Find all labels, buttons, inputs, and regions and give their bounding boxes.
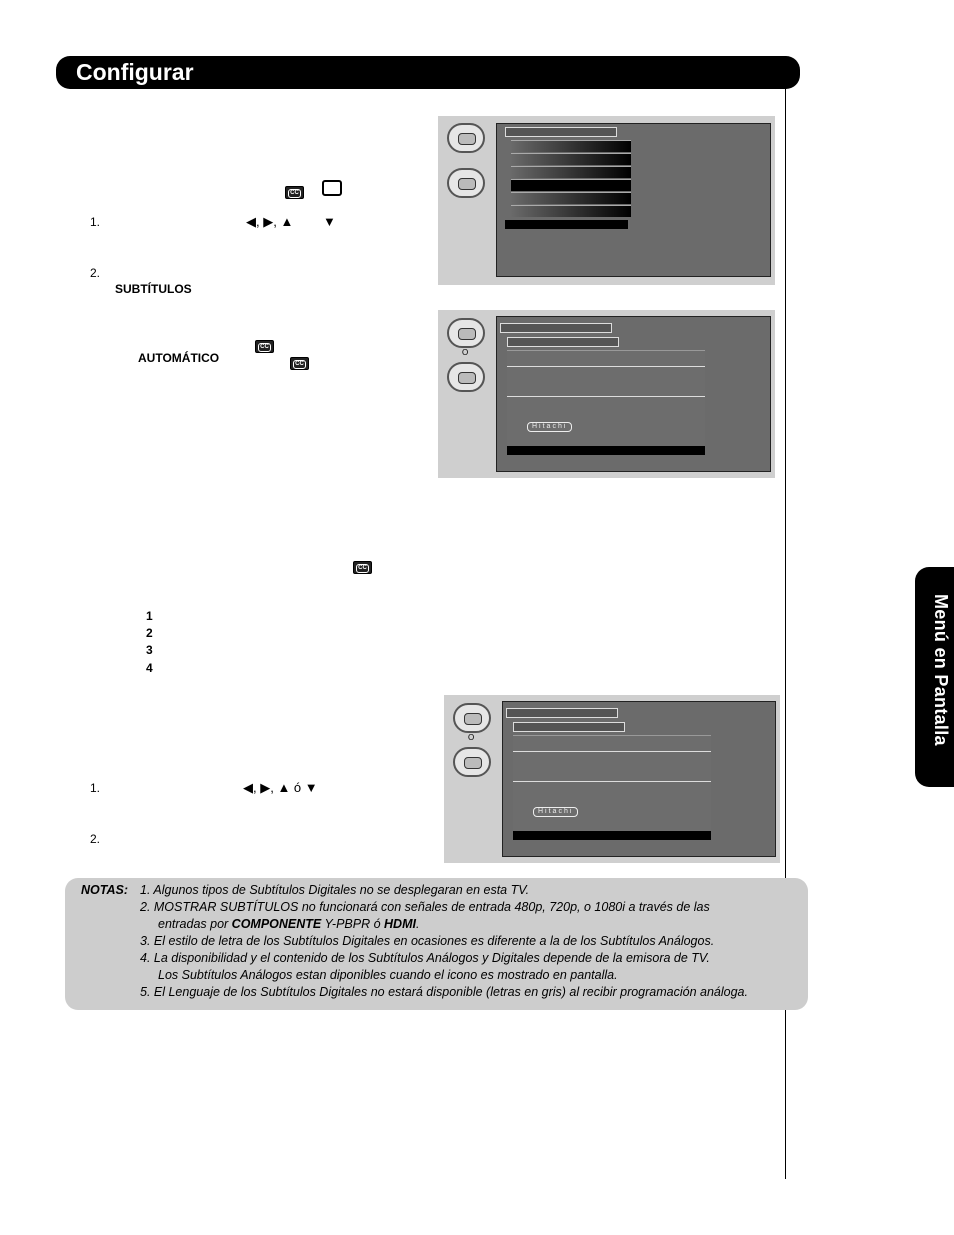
note-5: 5. El Lenguaje de los Subtítulos Digitales no estará disponible (letras en gris) al recibir programación análoga. xyxy=(140,985,748,999)
note-1: 1. Algunos tipos de Subtítulos Digitales no se desplegaran en esta TV. xyxy=(140,883,530,897)
note-2-cont: entradas por COMPONENTE Y-PBPR ó HDMI. xyxy=(158,917,420,931)
options-panel xyxy=(507,350,705,447)
submenu-dropdown xyxy=(507,337,619,347)
submenu-dropdown xyxy=(513,722,625,732)
note-4: 4. La disponibilidad y el contenido de los Subtítulos Análogos y Digitales depende de la emisora de TV. xyxy=(140,951,710,965)
or-text: O xyxy=(462,348,469,357)
menu-item xyxy=(511,153,631,165)
remote-menu-button xyxy=(447,123,485,153)
step1-arrows: ◀, ▶, ▲ xyxy=(246,214,294,229)
menu-status-bar xyxy=(513,831,711,840)
channel-4: 4 xyxy=(146,661,153,675)
tv-screen xyxy=(496,123,771,277)
tv-screen xyxy=(502,701,776,857)
menu-screenshot-2 xyxy=(438,310,775,478)
menu-screenshot-3 xyxy=(444,695,780,863)
subtitulos-label: SUBTÍTULOS xyxy=(115,282,192,296)
menu-item xyxy=(511,140,631,152)
menu-dropdown xyxy=(505,127,617,137)
note-2: 2. MOSTRAR SUBTÍTULOS no funcionará con señales de entrada 480p, 720p, o 1080i a través de las xyxy=(140,900,710,914)
hitachi-logo: Hitachi xyxy=(533,807,578,817)
menu-status-bar xyxy=(507,446,705,455)
channel-3: 3 xyxy=(146,643,153,657)
tv-screen-icon xyxy=(322,180,342,201)
menu-status-bar xyxy=(505,220,628,229)
remote-select-button xyxy=(447,168,485,198)
remote-select-button xyxy=(447,362,485,392)
cc-icon: CC xyxy=(290,352,309,370)
step1-down-arrow: ▼ xyxy=(323,214,336,229)
remote-menu-button xyxy=(447,318,485,348)
menu-item xyxy=(511,192,631,204)
hitachi-logo: Hitachi xyxy=(527,422,572,432)
step2-number: 2. xyxy=(90,266,101,280)
automatico-label: AUTOMÁTICO xyxy=(138,351,220,365)
menu-item xyxy=(511,205,631,217)
menu-item-selected xyxy=(511,179,631,191)
step1-arrows: ◀, ▶, ▲ ó ▼ xyxy=(243,780,318,795)
tv-screen xyxy=(496,316,771,472)
menu-dropdown xyxy=(506,708,618,718)
or-text: O xyxy=(468,733,475,742)
channel-2: 2 xyxy=(146,626,153,640)
cc-icon: CC xyxy=(353,556,372,574)
channel-1: 1 xyxy=(146,609,153,623)
step1-number: 1. xyxy=(90,781,101,795)
note-4-cont: Los Subtítulos Análogos estan diponibles cuando el icono es mostrado en pantalla. xyxy=(158,968,618,982)
side-tab-label: Menú en Pantalla xyxy=(931,594,951,746)
remote-select-button xyxy=(453,747,491,777)
remote-menu-button xyxy=(453,703,491,733)
menu-item xyxy=(511,166,631,178)
notes-label: NOTAS: xyxy=(81,883,128,897)
margin-divider xyxy=(785,89,786,1179)
step1-number: 1. xyxy=(90,215,101,229)
step2-number: 2. xyxy=(90,832,101,846)
menu-screenshot-1 xyxy=(438,116,775,285)
note-3: 3. El estilo de letra de los Subtítulos Digitales en ocasiones es diferente a la de los Subtítulos Análogos. xyxy=(140,934,715,948)
cc-icon: CC xyxy=(255,335,274,353)
page-title: Configurar xyxy=(76,59,194,85)
options-panel xyxy=(513,735,711,832)
cc-icon: CC xyxy=(285,181,304,199)
menu-dropdown xyxy=(500,323,612,333)
